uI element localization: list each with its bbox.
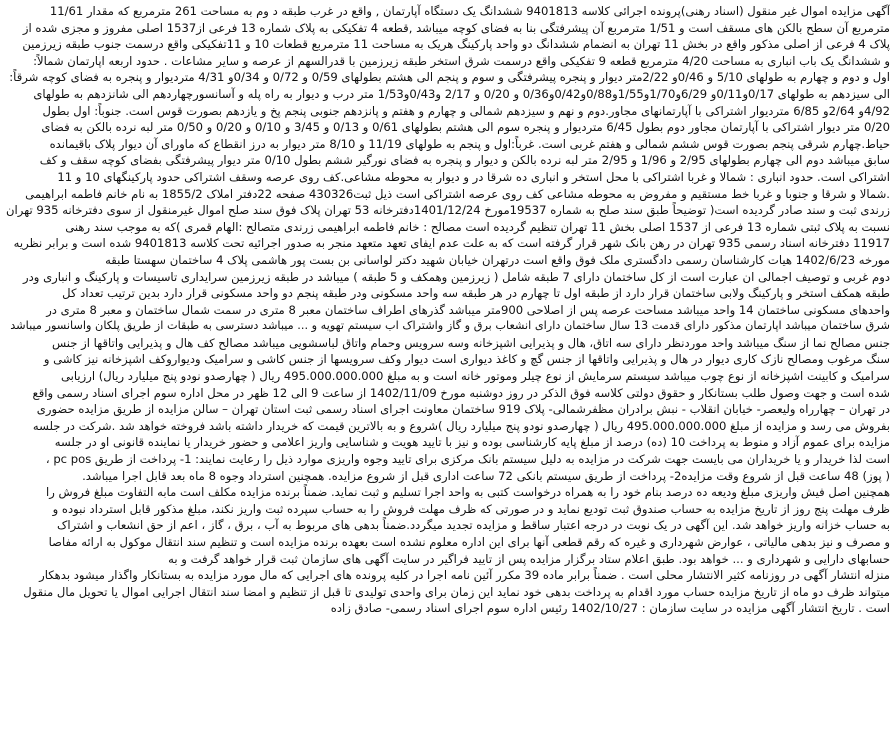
- notice-line-24: شده است و جهت وصول طلب بستانکار و حقوق دولتی کلاسه فوق الذکر در روز دوشنبه مورخ 1402/11/09 از ساعت 9 الی 12 ظهر در محل اداره سوم اجرای اسناد رسمی واقع: [32, 385, 890, 400]
- notice-line-10: سابق میباشد دوم الی چهارم بطولهای 2/95 و 1/96 و 2/95 متر لبه نرده بالکن و دیوار و پنجره به فضای نورگیر ششم بطول 0/10 متر دیوار پیشرفتگی بفضای کوچه سقف و کف: [39, 153, 890, 168]
- notice-line-26: بفروش می رسد و مزایده از مبلغ 495.000.000.000 ریال ( چهارصدو نودو پنج میلیارد ریال )شروع و به بالاترین قیمت که خریدار داشته باشد فروخته خواهد شد .شرکت در جلسه: [32, 418, 890, 433]
- notice-line-32: به حساب خزانه واریز خواهد شد. این آگهی در یک نوبت در درجه اعتبار ساقط و مزایده تجدید میگردد.ضمناً بدهی های مربوط به آب ، برق ، گاز ، اعم از حق انشعاب و اشتراک: [56, 518, 890, 533]
- notice-line-15: 11917 دفترخانه اسناد رسمی 935 تهران در رهن بانک شهر قرار گرفته است که به علت عدم ایفای تعهد متعهد منجر به صدور اجرائیه تحت کلاسه 9401813 شده است و برابر نظریه: [13, 236, 890, 251]
- notice-line-1: آگهی مزایده اموال غیر منقول (اسناد رهنی)پرونده اجرائی کلاسه 9401813 ششدانگ یک دستگاه آپارتمان , واقع در غرب طبقه د وم به مساحت 261 مترمربع که مقدار 11/61: [49, 4, 890, 18]
- notice-line-4: و ششدانگ یک باب انباری به مساحت 4/20 مترمربع قطعه 9 تفکیکی واقع درسمت شرق استخر طبقه زیرزمین با قدرالسهم از عرصه و سایر مشاعات . حدود اربعه اپارتمان شمالاً:: [33, 53, 890, 68]
- notice-line-37: است . تاریخ انتشار آگهی مزایده در سایت سازمان : 1402/10/27 رئیس اداره سوم اجرای اسناد رسمی- صادق زاده: [330, 601, 890, 616]
- notice-line-11: اشتراکی است. حدود انباری : شمالا و غربا اشتراکی با محل استخر و انباری ده شرقا در و دیوار به محوطه مشاعی.کف روی عرصه وسقف اشتراکی حدود پارکینگهای 10 و 11: [57, 169, 890, 184]
- notice-line-16: مورخه 1402/6/23 هیات کارشناسان رسمی دادگستری ملک فوق واقع است درتهران خیابان شهید دکتر لواسانی بن بست پور هاشمی پلاک 4 ساختمان سهستا طبقه: [105, 252, 890, 267]
- notice-line-3: پلاک 4 فرعی از اصلی مذکور واقع در بخش 11 تهران به انضمام ششدانگ دو واحد پارکینگ هریک به مساحت 11 مترمربع قطعات 10 و 11تفکیکی واقع درسمت جنوب طبقه زیرزمین: [22, 37, 890, 52]
- notice-line-5: اول و دوم و چهارم به طولهای 5/10 و 0/46و 2/22متر دیوار و پنجره پیشرفتگی و سوم و پنجم الی هشتم بطولهای 0/59 و 0/72 و 0/34و 4/31 متردیوار و پنجره به فضای کوچه شرقاً:: [9, 70, 890, 85]
- notice-line-23: سرامیک و کابینت اشپزخانه از نوع چوب میباشد سیستم سرمایش از نوع چیلر وموتور خانه است و به مبلغ 495.000.000.000 ریال ( چهارصدو نودو پنج میلیارد ریال) ارزیابی: [61, 369, 890, 384]
- notice-line-20: شرق ساختمان میباشد اپارتمان مذکور دارای قدمت 13 سال ساختمان دارای انشعاب برق و گاز واشتراک اب سیستم تهویه و ... میباشد دسترسی به طبقات از طریق پلکان واسانسور میباشد: [10, 319, 890, 333]
- notice-line-34: حسابهای دارایی و شهرداری و ... خواهد بود. طبق اعلام ستاد برگزار مزایده پس از تایید فراگیر در سایت آگهی های سازمان ثبت قرار خواهد گرفت و به: [168, 551, 890, 566]
- notice-line-14: نسبت به پلاک ثبتی شماره 13 فرعی از 1537 اصلی بخش 11 تهران تنظیم گردیده است مصالح : خانم فاطمه ابراهیمی زرندی متصالح :الهام قمری )که به موجب سند رهنی: [65, 219, 890, 234]
- notice-line-7: 4/92و 2/64و 6/85 متردیوار اشتراکی با آپارتمانهای مجاور.دوم و نهم و سیزدهم شمالی و چهارم و هفتم و پانزدهم جنوبی پنجم پخ و یازدهم بصورت قوس است. جنوباً: اول بطول: [42, 103, 890, 118]
- notice-line-33: و مصرف و نیز بدهی مالیاتی ، عوارض شهرداری و غیره که رقم قطعی آنها برای این اداره معلوم نشده است بعهده برنده مزایده است و تنظیم سند انتقال موکول به ارائه مفاصا: [48, 535, 890, 549]
- notice-line-12: .شمالا و شرقا و جنوبا و غربا خط مستقیم و مفروض به محوطه مشاعی کف روی عرصه اشتراکی است ذیل ثبت430326 صفحه 22دفتر املاک 1855/2 به نام خانم فاطمه ابراهیمی: [25, 186, 890, 201]
- notice-line-27: مزایده برای عموم آزاد و منوط به پرداخت 10 (ده) درصد از مبلغ پایه کارشناسی بوده و نیز با تایید هویت و شناسایی واریز اعلامی و حضور خریدار یا نماینده قانونی او در جلسه: [54, 435, 890, 450]
- notice-line-29: ( پوز) 48 ساعت قبل از شروع وقت مزایده2- پرداخت از طریق سیستم بانکی 72 ساعت اداری قبل از شروع مزایده. همچنین استرداد وجوه 8 ماه بعد قابل اجرا میباشد.: [82, 468, 890, 483]
- notice-line-35: منزله انتشار آگهی در روزنامه کثیر الانتشار محلی است . ضمناً برابر ماده 39 مکرر آئین نامه اجرا در کلیه پرونده های اجرایی که مال مورد مزایده به بستانکار واگذار میشود بدهکار: [39, 568, 890, 583]
- notice-line-28: است لذا خریدار و یا خریداران می بایست جهت شرکت در مزایده به دلیل سیستم بانک مرکزی برای تایید وجوه واریزی موارد ذیل را رعایت نمایند: 1- پرداخت از طریق pc pos ،: [45, 452, 890, 467]
- notice-line-19: واحدهای مسکونی ساختمان 14 واحد میباشد مساحت عرصه پس از اصلاحی 900متر میباشد گذرهای اطراف ساختمان معبر 8 متری در سمت شمال ساختمان و معبر 8 متری در: [46, 302, 890, 317]
- notice-line-25: در تهران – چهارراه ولیعصر- خیابان انقلاب - نبش برادران مظفرشمالی- پلاک 919 ساختمان معاونت اجرای اسناد رسمی ثبت استان تهران – سالن مزایده از طریق مزایده حضوری: [36, 402, 890, 417]
- notice-line-9: حیاط.چهارم شرقی پنجم بصورت قوس ششم شمالی و هفتم غربی است. غرباً:اول و پنجم به طولهای 11/19 و 8/10 متر دیوار به درز انقطاع که ماورای آن دیوار پلاک باقیمانده: [49, 136, 890, 151]
- notice-line-17: دوم غربی و توصیف اجمالی ان عبارت است از کل ساختمان دارای 7 طبقه شامل ( زیرزمین وهمکف و 5 طبقه ) میباشد در طبقه زیرزمین سرایداری تاسیسات و پارکینگ و انباری ودر: [23, 269, 890, 284]
- notice-line-2: مترمربع آن سطح بالکن های مسقف است و 1/51 مترمربع آن پیشرفتگی بنا به فضای کوچه میباشد ,قطعه 4 تفکیکی به پلاک شماره 13 فرعی از1537 اصلی مفروز و مجزی شده از: [22, 20, 890, 35]
- notice-line-31: ظرف مهلت پنج روز از تاریخ مزایده به حساب صندوق ثبت تودیع نماید و در صورتی که ظرف مهلت فروش را به حساب سپرده ثبت واریز نکند، مبلغ مذکور قابل استرداد نبوده و: [52, 501, 890, 516]
- notice-line-8: 0/20 متر دیوار اشتراکی با آپارتمان مجاور دوم بطول 6/45 متردیوار و پنجره سوم الی هشتم بطولهای 0/61 و 0/13 و 3/45 و 0/10 و 0/20 و 0/50 متر لبه نرده بالکن به فضای: [41, 120, 890, 135]
- notice-line-21: جنس مصالح نما از سنگ میباشد واحد موردنظر دارای سه اتاق، هال و پذیرایی اشپزخانه وسه سرویس وحمام واتاق لباسشویی میباشد مصالح کف هال و پذیرایی واتاقها از جنس: [52, 335, 890, 350]
- notice-line-36: میتواند ظرف دو ماه از تاریخ مزایده حساب مورد اقدام به پرداخت بدهی خود نماید این زمان برای واحدی تولیدی تا قبل از تنظیم و امضا سند انتقال اجرایی اموال یا تحویل مال منقول: [23, 584, 890, 599]
- notice-line-6: الی سیزدهم به طولهای 0/17و0/11و 6/29و1/70و1/55و0/88و0/42و0/36 و 0/20 و 2/17 و0/43و1/53 متر درب و دیوار به راه پله و آسانسورچهاردهم الی شانزدهم به طولهای: [33, 86, 890, 101]
- notice-line-22: سنگ مرغوب ومصالح نازک کاری دیوار در هال و پذیرایی واتاقها از جنس گچ و کاغذ دیواری است دیوار وکف سرویسها از جنس کاشی و سرامیک ودیواروکف اشپزخانه نیز کاشی و: [43, 352, 890, 367]
- notice-line-18: طبقه همکف استخر و پارکینگ ولابی ساختمان قرار دارد از طبقه اول تا چهارم در هر طبقه سه واحد مسکونی ودر طبقه پنجم دو واحد مسکونی قرار دارد بدین ترتیب تعداد کل: [62, 286, 890, 301]
- notice-line-30: همچنین اصل فیش واریزی مبلغ ودیعه ده درصد بنام خود را به همراه درخواست کتبی به واحد اجرا تسلیم و ثبت نماید. ضمناً برنده مزایده مکلف است مابه التفاوت مبلغ فروش را: [45, 485, 890, 500]
- notice-line-13: زرندی ثبت و سند صادر گردیده است( توضیحاً طبق سند صلح به شماره 19537مورخ 1401/12/24دفترخانه 53 تهران پلاک فوق سند صلح اموال غیرمنقول از سوی دفترخانه 935 تهران: [6, 203, 890, 218]
